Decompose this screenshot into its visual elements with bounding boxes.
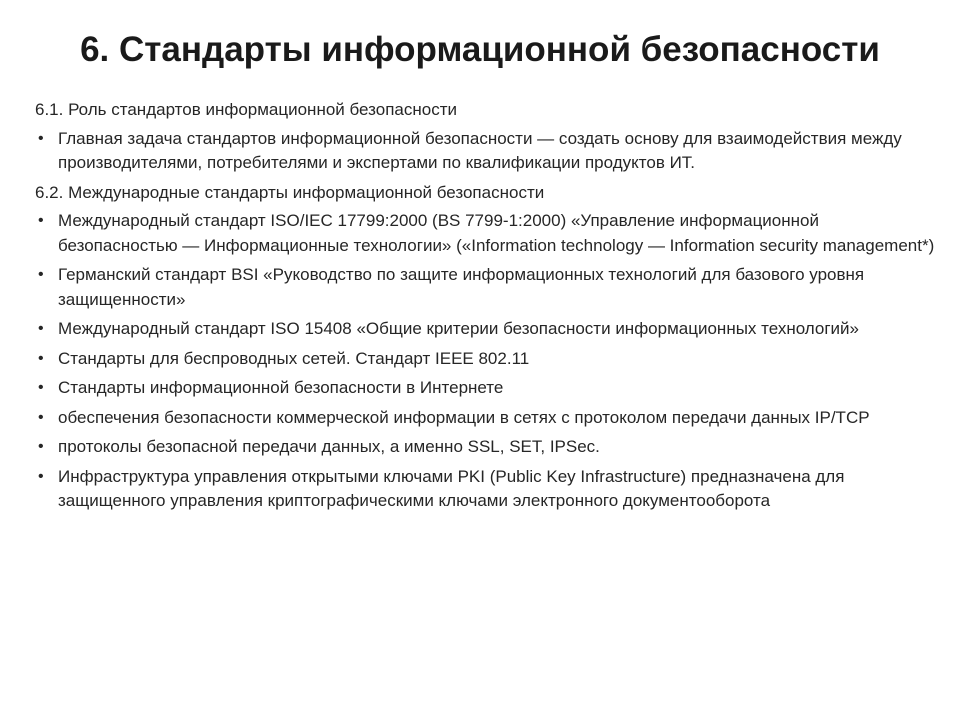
bullet-text: протоколы безопасной передачи данных, а именно SSL, SET, IPSec. bbox=[58, 437, 600, 456]
bullet-item bbox=[35, 209, 935, 258]
bullet-dot: • bbox=[38, 467, 44, 485]
section-heading: 6.1. Роль стандартов информационной безопасности bbox=[35, 100, 457, 119]
bullet-dot: • bbox=[38, 212, 44, 229]
slide-title: 6. Стандарты информационной безопасности bbox=[80, 30, 880, 69]
bullet-dot: • bbox=[38, 438, 44, 455]
bullet-item bbox=[35, 127, 935, 176]
section-6-2 bbox=[35, 181, 935, 514]
bullet-item bbox=[35, 406, 935, 431]
bullet-text: Стандарты для беспроводных сетей. Стандарт IEEE 802.11 bbox=[58, 348, 530, 368]
bullet-dot: • bbox=[38, 408, 44, 426]
bullet-item bbox=[35, 317, 935, 342]
bullet-text: Главная задача стандартов информационной безопасности — создать основу для взаимодействия между производителями, потребителями и экспертами по квалификации продуктов ИТ. bbox=[58, 128, 902, 172]
bullet-text: Инфраструктура управления открытыми ключами PKI (Public Key Infrastructure) предназначена для защищенного управления криптографическими ключами электронного документооборота bbox=[58, 466, 845, 510]
bullet-text: Стандарты информационной безопасности в Интернете bbox=[58, 378, 504, 397]
bullet-text: Германский стандарт BSI «Руководство по защите информационных технологий для базового уровня защищенности» bbox=[58, 265, 865, 309]
bullet-dot: • bbox=[38, 379, 44, 396]
bullet-text: Международный стандарт ISO 15408 «Общие критерии безопасности информационных технологий» bbox=[58, 319, 860, 338]
section-6-1 bbox=[35, 98, 935, 176]
bullet-item bbox=[35, 376, 935, 401]
bullet-item bbox=[35, 435, 935, 460]
bullet-item bbox=[35, 347, 935, 372]
bullet-dot: • bbox=[38, 320, 44, 337]
bullet-item bbox=[35, 465, 935, 514]
bullet-dot: • bbox=[38, 349, 44, 367]
slide-content bbox=[35, 98, 935, 519]
bullet-dot: • bbox=[38, 266, 44, 283]
bullet-text: Международный стандарт ISO/IEC 17799:2000 (BS 7799-1:2000) «Управление информационной безопасностью — Информационные технологии» («Information technology — Information security management*) bbox=[58, 211, 935, 255]
section-heading: 6.2. Международные стандарты информационной безопасности bbox=[35, 182, 545, 202]
bullet-dot: • bbox=[38, 129, 44, 147]
bullet-item bbox=[35, 263, 935, 312]
bullet-text: обеспечения безопасности коммерческой информации в сетях с протоколом передачи данных IP/TCP bbox=[58, 407, 870, 427]
